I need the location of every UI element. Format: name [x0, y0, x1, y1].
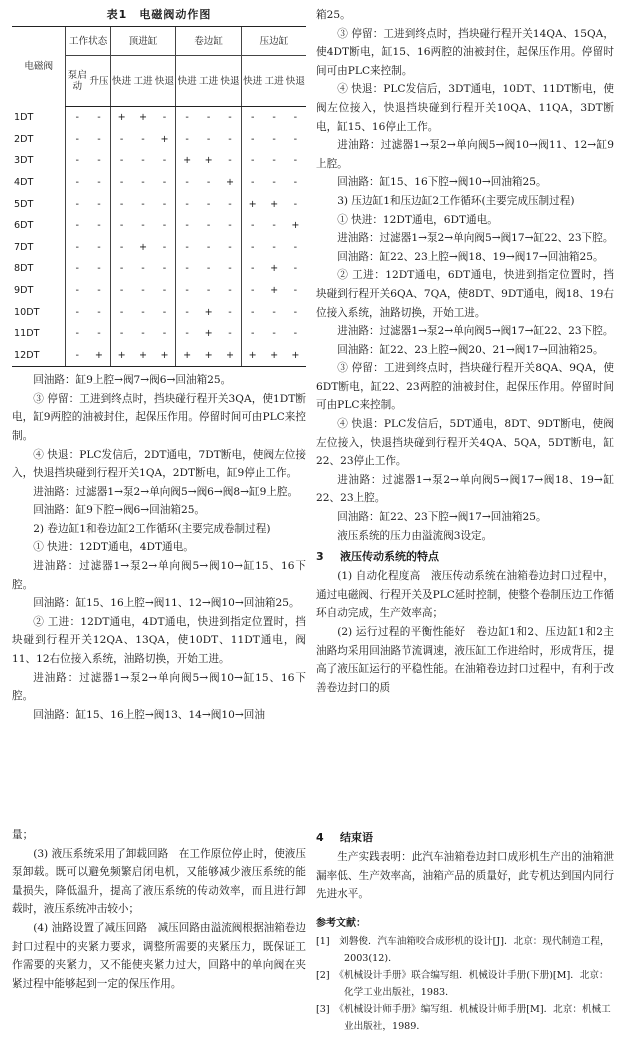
- table-cell: -: [241, 172, 263, 194]
- table-row: [12, 237, 306, 259]
- table-subheader: 工进: [264, 56, 285, 107]
- table-cell: -: [228, 328, 232, 340]
- para: 回油路：缸22、23上腔→阀20、21→阀17→回油箱25。: [337, 343, 604, 356]
- valve-label: 12DT: [12, 345, 66, 367]
- para: 回油路：缸22、23上腔→阀18、19→阀17→回油箱25。: [337, 250, 604, 263]
- table-subheader: 工进: [132, 56, 153, 107]
- section-title: 液压传动系统的特点: [340, 550, 439, 564]
- table-cell: -: [141, 198, 145, 210]
- table-cell: +: [132, 345, 153, 367]
- table-cell: -: [176, 258, 198, 280]
- table-subheader: 快退: [219, 56, 241, 107]
- references-title: 参考文献：: [316, 917, 366, 929]
- table-cell: -: [162, 220, 167, 232]
- para: (3) 液压系统采用了卸载回路 在工作原位停止时，使液压泵卸载。既可以避免频繁启闭电机，又能够减少液压系统的能量损失，降低温升，提高了液压系统的传动效率，而且进行卸载时，液压系统冲击较小；: [12, 847, 306, 916]
- reference-item: [1] 刘磐俊．汽车油箱咬合成形机的设计[J]．北京：现代制造工程，2003(12)．: [316, 935, 610, 964]
- table-cell: -: [176, 301, 198, 323]
- para: 回油路：缸15、16上腔→阀11、12→阀10→回油箱25。: [33, 597, 300, 610]
- table-cell: -: [206, 133, 211, 145]
- para: 回油路：缸9上腔→阀7→阀6→回油箱25。: [33, 374, 232, 387]
- table-cell: -: [241, 301, 263, 323]
- table-cell: -: [141, 155, 145, 167]
- table-cell: -: [293, 198, 298, 210]
- valve-label: 9DT: [14, 285, 34, 297]
- table-cell: -: [110, 215, 132, 237]
- table-cell: -: [228, 220, 232, 232]
- para: 回油路：缸15、16上腔→阀13、14→阀10→回油: [33, 708, 265, 721]
- table-cell: -: [228, 198, 232, 210]
- para: (4) 油路设置了减压回路 减压回路由溢流阀根据油箱卷边封口过程中的夹紧力要求，调整所需要的夹紧压力，既保证工作需要的夹紧力，又不能使夹紧力过大，回路中的单向阀在夹紧过程中能够起到一定的保压作用。: [12, 921, 306, 990]
- table-cell: -: [272, 220, 276, 232]
- table-cell: -: [110, 280, 132, 302]
- table-cell: -: [228, 285, 232, 297]
- table-cell: -: [141, 263, 145, 275]
- para: ① 快进：12DT通电，4DT通电。: [33, 541, 194, 554]
- para: ③ 停留：工进到终点时，挡块碰行程开关3QA，使1DT断电，缸9两腔的油被封住，起保压作用。停留时间可由PLC来控制。: [12, 392, 306, 442]
- reference-item: [3] 《机械设计师手册》编写组．机械设计师手册[M]．北京：机械工业出版社，1989．: [316, 1003, 611, 1032]
- table-row: [12, 301, 306, 323]
- table-cell: -: [66, 150, 88, 172]
- table-cell: -: [110, 193, 132, 215]
- table-title: 表1 电磁阀动作图: [106, 8, 212, 21]
- table-cell: -: [141, 285, 145, 297]
- table-cell: +: [110, 345, 132, 367]
- section-title: 结束语: [340, 831, 373, 844]
- table-row: [12, 193, 306, 215]
- row-header: 电磁阀: [12, 27, 66, 107]
- table-cell: -: [176, 193, 198, 215]
- table-cell: -: [66, 301, 88, 323]
- table-cell: -: [97, 285, 101, 297]
- table-cell: -: [293, 112, 298, 124]
- table-cell: -: [110, 129, 132, 151]
- group-header-push-cylinder: 顶进缸: [110, 27, 176, 56]
- para: ④ 快退：PLC发信后，2DT通电，7DT断电，使阀左位接入，快退挡块碰到行程开关1QA，2DT断电，缸9停止工作。: [12, 448, 306, 480]
- table-cell: -: [66, 345, 88, 367]
- table-cell: -: [293, 285, 298, 297]
- table-cell: -: [97, 241, 101, 253]
- table-subheader: 快进: [176, 56, 198, 107]
- valve-label: 10DT: [14, 306, 40, 318]
- table-cell: -: [293, 241, 298, 253]
- table-cell: +: [139, 112, 148, 124]
- table-cell: -: [228, 241, 232, 253]
- para: 箱25。: [316, 9, 351, 21]
- table-cell: -: [206, 198, 211, 210]
- table-cell: -: [66, 193, 88, 215]
- table-cell: -: [141, 328, 145, 340]
- table-cell: -: [110, 258, 132, 280]
- table-subheader: 升压: [88, 56, 110, 107]
- table-row: [12, 215, 306, 237]
- section-number: 4: [316, 831, 324, 844]
- table-cell: -: [97, 177, 101, 189]
- table-cell: -: [228, 133, 232, 145]
- table-cell: -: [97, 133, 101, 145]
- table-cell: -: [176, 280, 198, 302]
- table-cell: +: [110, 107, 132, 129]
- table-cell: +: [204, 306, 213, 318]
- table-cell: +: [270, 263, 279, 275]
- table-cell: -: [162, 198, 167, 210]
- table-cell: -: [162, 241, 167, 253]
- para: 进油路：过滤器1→泵2→单向阀5→阀6→阀8→缸9上腔。: [33, 485, 299, 498]
- table-cell: -: [241, 150, 263, 172]
- table-cell: -: [97, 112, 101, 124]
- table-cell: -: [66, 215, 88, 237]
- table-cell: -: [66, 107, 88, 129]
- table-cell: -: [162, 328, 167, 340]
- table-cell: -: [206, 220, 211, 232]
- table-subheader: 工进: [198, 56, 219, 107]
- table-cell: -: [293, 306, 298, 318]
- table-cell: -: [162, 285, 167, 297]
- para: ③ 停留：工进到终点时，挡块碰行程开关14QA、15QA，使4DT断电，缸15、16两腔的油被封住，起保压作用。停留时间可由PLC来控制。: [316, 27, 614, 77]
- para: 回油路：缸15、16下腔→阀10→回油箱25。: [337, 176, 547, 189]
- valve-label: 5DT: [14, 198, 34, 210]
- table-cell: +: [226, 177, 235, 189]
- table-row: [12, 129, 306, 151]
- para: 回油路：缸22、23下腔→阀17→回油箱25。: [337, 511, 547, 524]
- para: ③ 停留：工进到终点时，挡块碰行程开关8QA、9QA，使6DT断电，缸22、23两腔的油被封住，起保压作用。停留时间可由PLC来控制。: [316, 362, 614, 412]
- table-cell: -: [66, 280, 88, 302]
- right-column: [316, 6, 614, 697]
- table-cell: -: [162, 177, 167, 189]
- table-subheader: 快进: [110, 56, 132, 107]
- table-row: [12, 172, 306, 194]
- valve-label: 1DT: [14, 112, 34, 124]
- table-cell: +: [219, 345, 241, 367]
- table-cell: -: [97, 155, 101, 167]
- valve-label: 2DT: [14, 133, 34, 145]
- table-cell: -: [176, 323, 198, 345]
- para: 进油路：过滤器1→泵2→单向阀5→阀17→阀18、19→缸22、23上腔。: [316, 473, 614, 505]
- table-cell: -: [293, 133, 298, 145]
- table-cell: -: [162, 263, 167, 275]
- left-column: [12, 6, 306, 724]
- table-row: [12, 150, 306, 172]
- para: 进油路：过滤器1→泵2→单向阀5→阀10→缸15、16下腔。: [12, 671, 306, 703]
- table-cell: -: [293, 177, 298, 189]
- bottom-left-column: [12, 826, 306, 993]
- table-cell: -: [176, 129, 198, 151]
- table-cell: -: [110, 323, 132, 345]
- table-cell: -: [162, 112, 167, 124]
- table-cell: -: [97, 306, 101, 318]
- para: 量；: [12, 829, 34, 841]
- table-cell: -: [228, 112, 232, 124]
- table-cell: -: [110, 172, 132, 194]
- table-row: [12, 323, 306, 345]
- para: (1) 自动化程度高 液压传动系统在油箱卷边封口过程中，通过电磁阀、行程开关及PLC延时控制，使整个卷制压边工作循环自动完成，生产效率高；: [316, 570, 614, 620]
- table-cell: -: [162, 306, 167, 318]
- table-cell: -: [66, 172, 88, 194]
- group-header-press-cylinder: 压边缸: [241, 27, 306, 56]
- para: 液压系统的压力由溢流阀3设定。: [337, 529, 493, 542]
- table-cell: -: [241, 129, 263, 151]
- table-subheader: 快进: [241, 56, 263, 107]
- section-number: 3: [316, 550, 324, 564]
- valve-label: 11DT: [14, 328, 40, 340]
- para: 进油路：过滤器1→泵2→单向阀5→阀10→阀11、12→缸9上腔。: [316, 139, 614, 170]
- table-cell: -: [241, 237, 263, 259]
- table-cell: -: [272, 306, 276, 318]
- table-cell: -: [206, 112, 211, 124]
- para: ② 工进：12DT通电，4DT通电，快进到指定位置时，挡块碰到行程开关12QA、13QA，使10DT、11DT通电，阀11、12右位接入系统，油路切换，开始工进。: [12, 615, 306, 666]
- table-cell: -: [110, 237, 132, 259]
- table-cell: +: [139, 241, 148, 253]
- table-cell: +: [204, 155, 213, 167]
- table-cell: +: [270, 285, 279, 297]
- section-3-heading: [316, 547, 614, 567]
- section-4-heading: [316, 828, 614, 848]
- table-cell: -: [141, 306, 145, 318]
- table-row: [12, 280, 306, 302]
- table-cell: -: [293, 263, 298, 275]
- solenoid-action-table: [12, 26, 306, 367]
- table-cell: -: [110, 150, 132, 172]
- table-cell: +: [264, 345, 285, 367]
- table-cell: -: [228, 155, 232, 167]
- table-subheader: 快退: [285, 56, 306, 107]
- table-cell: +: [241, 193, 263, 215]
- table-cell: -: [66, 129, 88, 151]
- group-header-curl-cylinder: 卷边缸: [176, 27, 242, 56]
- table-cell: -: [241, 323, 263, 345]
- para: ② 工进：12DT通电，6DT通电，快进到指定位置时，挡块碰到行程开关6QA、7QA，使8DT、9DT通电，阀18、19右位接入系统，油路切换，开始工进。: [316, 269, 614, 319]
- table-cell: -: [228, 306, 232, 318]
- table-cell: -: [66, 258, 88, 280]
- table-cell: -: [176, 172, 198, 194]
- para: 进油路：过滤器1→泵2→单向阀5→阀17→缸22、23下腔。: [337, 232, 614, 245]
- para: ④ 快退：PLC发信后，3DT通电，10DT、11DT断电，使阀左位接入，快退挡块碰到行程开关10QA、11QA，3DT断电，缸15、16停止工作。: [316, 83, 614, 133]
- table-cell: +: [285, 345, 306, 367]
- table-cell: -: [162, 155, 167, 167]
- table-cell: -: [176, 237, 198, 259]
- table-cell: -: [272, 155, 276, 167]
- table-cell: -: [206, 263, 211, 275]
- reference-item: [2] 《机械设计手册》联合编写组．机械设计手册(下册)[M]．北京：化学工业出版社，1983．: [316, 969, 609, 998]
- group-header-work-state: 工作状态: [66, 27, 110, 56]
- table-cell: -: [272, 241, 276, 253]
- table-cell: -: [293, 328, 298, 340]
- table-cell: -: [241, 107, 263, 129]
- table-row: [12, 258, 306, 280]
- table-cell: -: [141, 220, 145, 232]
- table-cell: +: [270, 198, 279, 210]
- valve-label: 6DT: [14, 220, 34, 232]
- table-row: [12, 345, 306, 367]
- table-cell: -: [272, 328, 276, 340]
- table-cell: -: [97, 198, 101, 210]
- table-cell: -: [141, 177, 145, 189]
- table-cell: -: [272, 177, 276, 189]
- table-cell: +: [160, 133, 169, 145]
- table-cell: -: [66, 323, 88, 345]
- table-cell: -: [97, 328, 101, 340]
- table-cell: +: [204, 328, 213, 340]
- table-cell: +: [241, 345, 263, 367]
- para: 进油路：过滤器1→泵2→单向阀5→阀17→缸22、23下腔。: [337, 325, 614, 338]
- para: ① 快进：12DT通电，6DT通电。: [337, 213, 498, 226]
- table-cell: -: [241, 215, 263, 237]
- table-cell: -: [206, 177, 211, 189]
- para: 3) 压边缸1和压边缸2工作循环(主要完成压制过程): [337, 194, 575, 207]
- valve-label: 7DT: [14, 241, 34, 253]
- table-cell: -: [293, 155, 298, 167]
- para: 生产实践表明：此汽车油箱卷边封口成形机生产出的油箱泄漏率低、生产效率高，油箱产品的质量好，此专机达到国内同行先进水平。: [316, 851, 614, 901]
- valve-label: 8DT: [14, 263, 34, 275]
- table-cell: +: [88, 345, 110, 367]
- table-cell: -: [228, 263, 232, 275]
- table-cell: -: [176, 215, 198, 237]
- para: (2) 运行过程的平衡性能好 卷边缸1和2、压边缸1和2主油路均采用回油路节流调速，液压缸工作进给时，形成背压，提高了液压缸运行的平稳性能。在油箱卷边封口过程中，有利于改善卷边封口的质: [316, 626, 614, 694]
- table-cell: -: [97, 220, 101, 232]
- table-cell: +: [176, 150, 198, 172]
- table-subheader: 快退: [154, 56, 176, 107]
- table-cell: -: [97, 263, 101, 275]
- table-row: [12, 107, 306, 129]
- table-cell: -: [141, 133, 145, 145]
- para: ④ 快退：PLC发信后，5DT通电，8DT、9DT断电，使阀左位接入，快退挡块碰到行程开关4QA、5QA，5DT断电，缸22、23停止工作。: [316, 418, 614, 468]
- table-cell: +: [291, 220, 300, 232]
- table-cell: +: [176, 345, 198, 367]
- para: 2) 卷边缸1和卷边缸2工作循环(主要完成卷制过程): [33, 522, 271, 535]
- table-cell: -: [176, 107, 198, 129]
- bottom-right-column: [316, 826, 614, 1035]
- table-subheader: 泵启动: [66, 56, 88, 107]
- table-cell: -: [272, 112, 276, 124]
- valve-label: 3DT: [14, 155, 34, 167]
- table-cell: +: [154, 345, 176, 367]
- table-cell: -: [241, 258, 263, 280]
- para: 进油路：过滤器1→泵2→单向阀5→阀10→缸15、16下腔。: [12, 560, 306, 591]
- valve-label: 4DT: [14, 177, 34, 189]
- table-cell: +: [198, 345, 219, 367]
- para: 回油路：缸9下腔→阀6→回油箱25。: [33, 504, 206, 517]
- table-cell: -: [272, 133, 276, 145]
- table-cell: -: [66, 237, 88, 259]
- table-cell: -: [206, 241, 211, 253]
- table-cell: -: [241, 280, 263, 302]
- table-cell: -: [110, 301, 132, 323]
- table-cell: -: [206, 285, 211, 297]
